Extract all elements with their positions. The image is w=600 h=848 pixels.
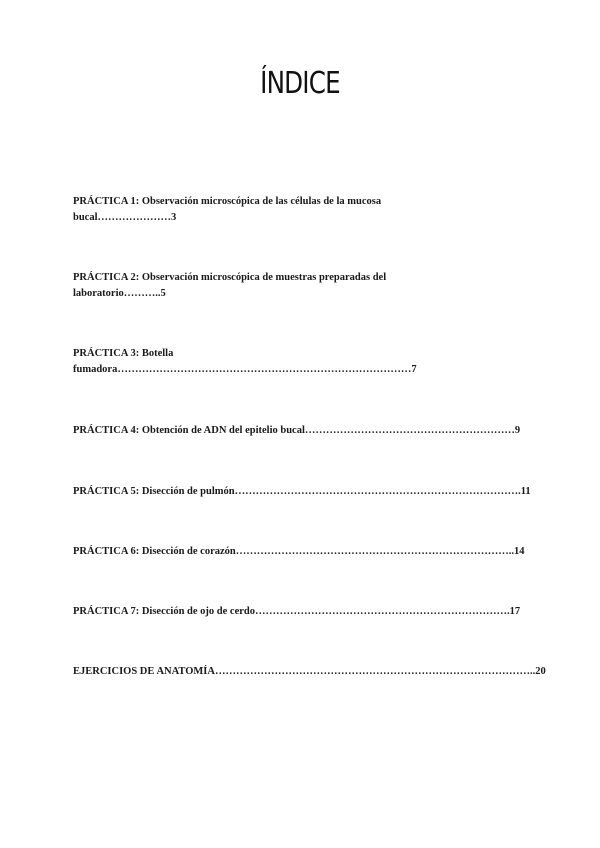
toc-entry-text: PRÁCTICA 5: Disección de pulmón……………………………………………………………………….11 bbox=[73, 486, 531, 497]
toc-entry-practica-7[interactable] bbox=[73, 604, 520, 620]
toc-entry-practica-5[interactable] bbox=[73, 484, 531, 500]
index-title: ÍNDICE bbox=[260, 66, 340, 101]
toc-entry-text: PRÁCTICA 6: Disección de corazón……………………………………………………………………..14 bbox=[73, 546, 525, 557]
toc-entry-practica-3[interactable] bbox=[73, 346, 417, 378]
toc-entry-text-continued: fumadora…………………………………………………………………………7 bbox=[73, 364, 417, 375]
toc-entry-practica-6[interactable] bbox=[73, 544, 524, 560]
toc-entry-text: PRÁCTICA 2: Observación microscópica de muestras preparadas del bbox=[73, 272, 387, 283]
toc-entry-text: PRÁCTICA 1: Observación microscópica de las células de la mucosa bbox=[73, 196, 382, 207]
toc-entry-practica-1[interactable] bbox=[73, 194, 381, 226]
toc-entry-ejercicios-anatomia[interactable] bbox=[73, 664, 546, 680]
toc-entry-text-continued: bucal…………………3 bbox=[73, 212, 177, 223]
toc-entry-practica-4[interactable] bbox=[73, 423, 520, 439]
toc-entry-text: EJERCICIOS DE ANATOMÍA………………………………………………………………………………..20 bbox=[73, 666, 546, 677]
toc-entry-text-continued: laboratorio………..5 bbox=[73, 288, 166, 299]
toc-entry-text: PRÁCTICA 3: Botella bbox=[73, 348, 174, 359]
toc-entry-practica-2[interactable] bbox=[73, 270, 386, 302]
toc-entry-text: PRÁCTICA 7: Disección de ojo de cerdo……………………………………………………………….17 bbox=[73, 606, 521, 617]
toc-entry-text: PRÁCTICA 4: Obtención de ADN del epitelio bucal……………………………………………………9 bbox=[73, 425, 521, 436]
